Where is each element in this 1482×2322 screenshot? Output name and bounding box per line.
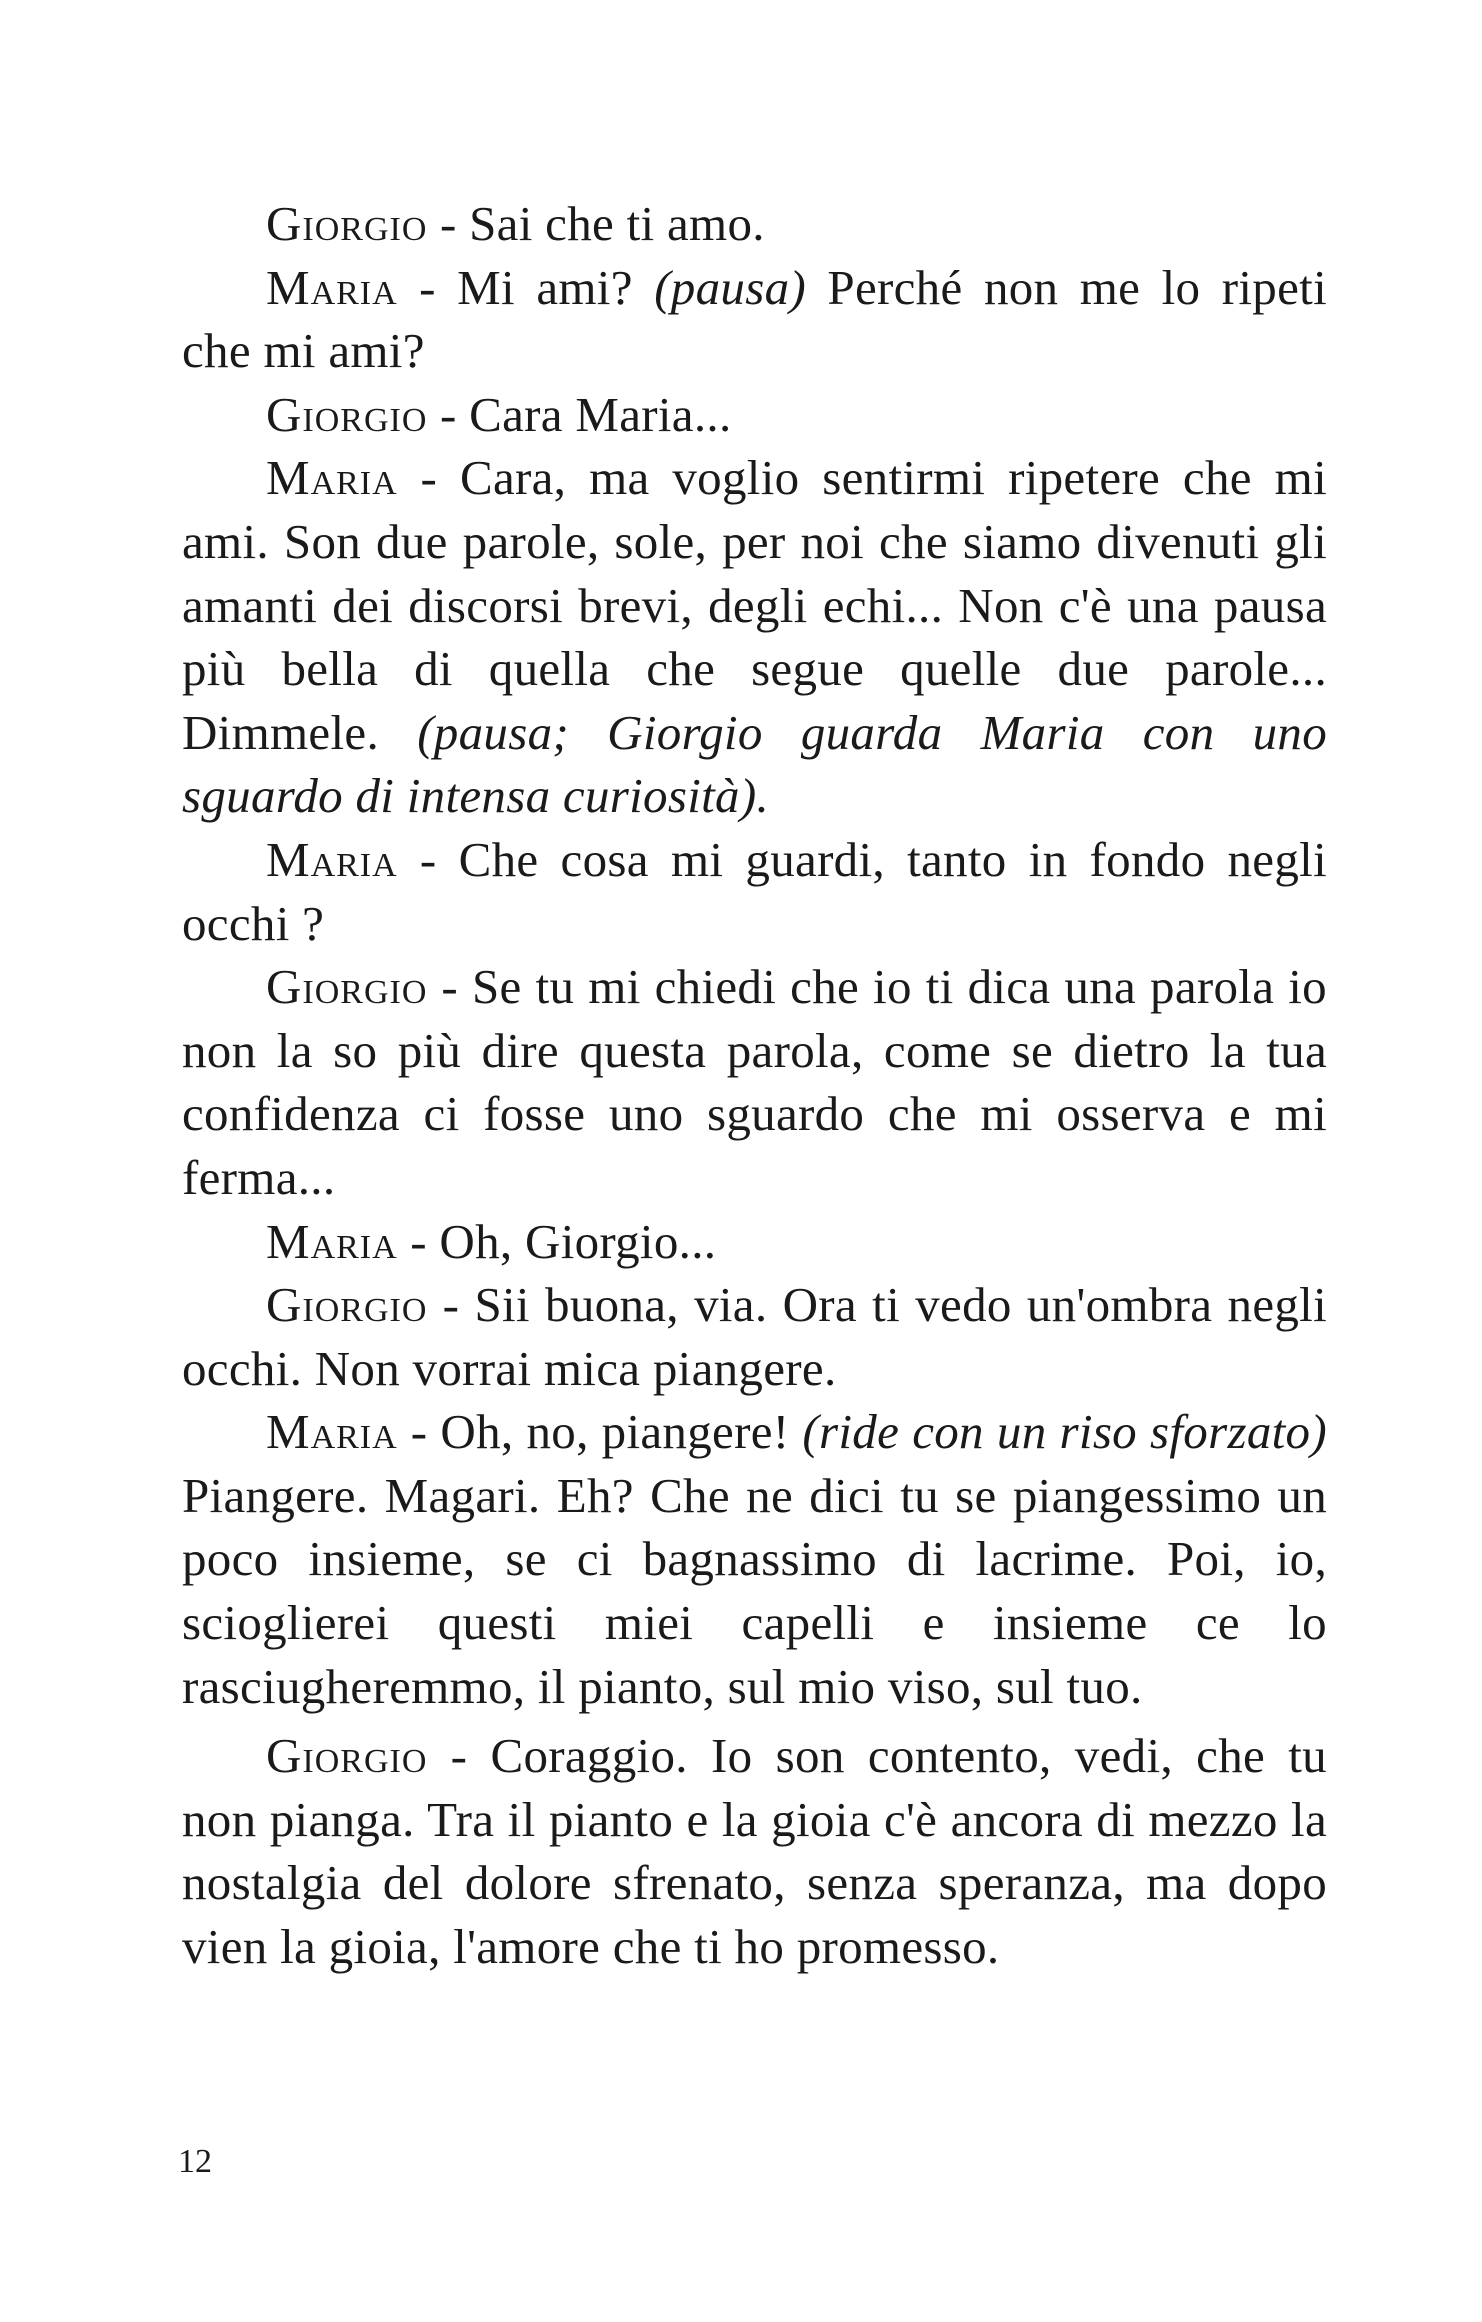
speaker-name: Maria bbox=[266, 831, 398, 887]
spoken-line: - Cara, ma voglio sentirmi ripetere che mi ami. Son due parole, sole, per noi che siamo divenuti gli amanti dei discorsi brevi, degli echi... Non c'è una pausa più bella di quella che segue quelle due parole... Dimmele. bbox=[182, 450, 1327, 760]
spoken-line: - Oh, no, piangere! bbox=[410, 1404, 803, 1460]
spoken-line: - Coraggio. Io son contento, vedi, che tu non pianga. Tra il pianto e la gioia c'è ancora di mezzo la nostalgia del dolore sfrenato, senza speranza, ma dopo vien la gioia, l'amore che ti ho promesso. bbox=[182, 1728, 1327, 1975]
dialogue-line bbox=[182, 383, 1327, 447]
speaker-name: Giorgio bbox=[266, 1277, 428, 1333]
spoken-line: - Sii buona, via. Ora ti vedo un'ombra negli occhi. Non vorrai mica piangere. bbox=[182, 1277, 1327, 1396]
dialogue-line bbox=[182, 1400, 1327, 1718]
speaker-name: Giorgio bbox=[266, 386, 428, 442]
spoken-line: - Cara Maria... bbox=[439, 386, 732, 442]
dialogue-line bbox=[182, 1273, 1327, 1400]
speaker-name: Giorgio bbox=[266, 1728, 428, 1784]
speaker-name: Maria bbox=[266, 1213, 398, 1269]
spoken-line: - Sai che ti amo. bbox=[439, 196, 765, 251]
page-number: 12 bbox=[178, 2143, 212, 2180]
speaker-name: Giorgio bbox=[266, 196, 428, 251]
dialogue-line bbox=[182, 446, 1327, 828]
stage-direction: (pausa) bbox=[654, 259, 806, 315]
speaker-name: Maria bbox=[266, 450, 398, 506]
spoken-line: - Se tu mi chiedi che io ti dica una parola io non la so più dire questa parola, come se dietro la tua confidenza ci fosse uno sguardo che mi osserva e mi ferma... bbox=[182, 959, 1327, 1205]
spoken-line: Piangere. Magari. Eh? Che ne dici tu se piangessimo un poco insieme, se ci bagnassimo di lacrime. Poi, io, scioglierei questi miei capelli e insieme ce lo rasciugheremmo, il pianto, sul mio viso, sul tuo. bbox=[182, 1467, 1327, 1714]
dialogue-line bbox=[182, 1210, 1327, 1274]
dialogue-line bbox=[182, 192, 1327, 256]
speaker-name: Maria bbox=[266, 259, 398, 315]
dialogue-line bbox=[182, 1724, 1327, 1978]
spoken-line: - Che cosa mi guardi, tanto in fondo negli occhi ? bbox=[182, 831, 1327, 951]
stage-direction: (ride con un riso sforzato) bbox=[802, 1404, 1327, 1460]
dialogue-text bbox=[182, 192, 1327, 1979]
dialogue-line bbox=[182, 828, 1327, 955]
spoken-line: - Mi ami? bbox=[419, 259, 655, 315]
spoken-line: Perché non me lo ripeti che mi ami? bbox=[182, 259, 1327, 379]
speaker-name: Maria bbox=[266, 1404, 398, 1460]
speaker-name: Giorgio bbox=[266, 959, 428, 1015]
spoken-line: - Oh, Giorgio... bbox=[410, 1213, 717, 1269]
dialogue-line bbox=[182, 955, 1327, 1209]
dialogue-line bbox=[182, 256, 1327, 383]
stage-direction: (pausa; Giorgio guarda Maria con uno sguardo di intensa curiosità). bbox=[182, 704, 1327, 824]
